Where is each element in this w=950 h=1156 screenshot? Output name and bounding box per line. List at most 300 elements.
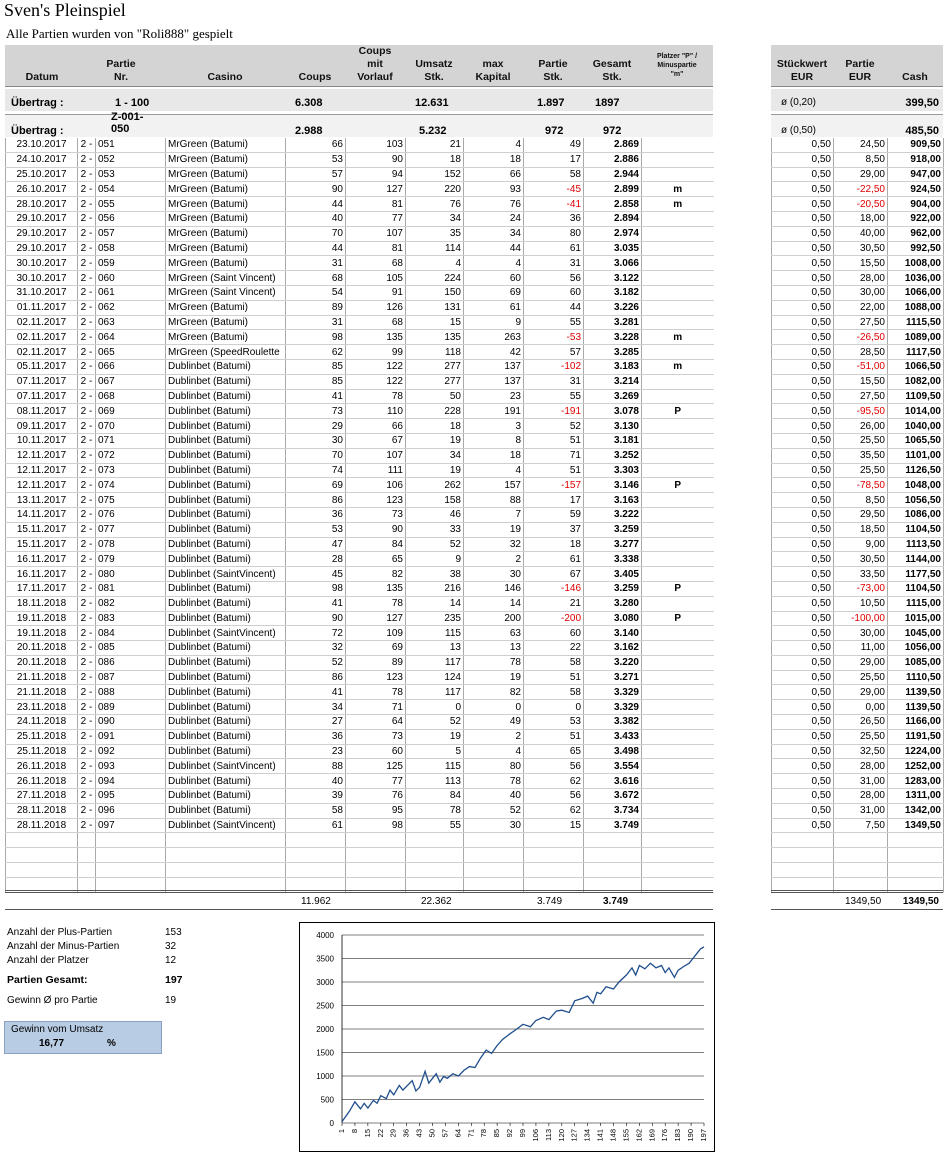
table-cell: 1144,00 <box>888 552 944 567</box>
table-cell: 62 <box>524 803 584 818</box>
table-cell: 083 <box>96 611 166 626</box>
table-cell: 56 <box>524 789 584 804</box>
table-cell: 090 <box>96 715 166 730</box>
table-row <box>6 433 714 448</box>
table-cell: 55 <box>524 315 584 330</box>
table-cell: 062 <box>96 300 166 315</box>
table-row <box>6 700 714 715</box>
table-cell: 72 <box>286 626 346 641</box>
table-cell: 05.11.2017 <box>6 359 78 374</box>
table-cell <box>406 863 464 878</box>
table-cell: 0,50 <box>772 374 834 389</box>
table-cell: 7,50 <box>834 818 888 833</box>
table-cell: 1066,50 <box>888 359 944 374</box>
table-cell: 124 <box>406 670 464 685</box>
table-cell: 25,50 <box>834 670 888 685</box>
table-cell: 146 <box>464 581 524 596</box>
table-cell: 82 <box>346 567 406 582</box>
table-cell: 60 <box>524 285 584 300</box>
table-cell: 78 <box>346 685 406 700</box>
table-cell: 0,50 <box>772 685 834 700</box>
table-cell: 2 - <box>78 641 96 656</box>
table-cell: 4 <box>464 744 524 759</box>
header-stueckwert-eur: EUR <box>790 71 814 83</box>
table-cell: 9 <box>464 315 524 330</box>
table-cell: 84 <box>406 789 464 804</box>
table-cell: 117 <box>406 655 464 670</box>
table-cell: 2 - <box>78 537 96 552</box>
table-cell: 2 - <box>78 803 96 818</box>
table-cell: Dublinbet (SaintVincent) <box>166 626 286 641</box>
table-cell: 063 <box>96 315 166 330</box>
table-cell: 3.259 <box>584 581 642 596</box>
header-max: max <box>482 58 504 70</box>
table-cell: 4 <box>464 256 524 271</box>
table-cell: 1085,00 <box>888 655 944 670</box>
table-cell <box>642 729 714 744</box>
table-row <box>772 463 944 478</box>
table-cell: Dublinbet (Batumi) <box>166 537 286 552</box>
table-cell: 88 <box>464 493 524 508</box>
table-cell: 30 <box>464 818 524 833</box>
table-cell: 127 <box>346 611 406 626</box>
table-cell: 41 <box>286 389 346 404</box>
table-cell: 4 <box>464 463 524 478</box>
table-cell: 27.11.2018 <box>6 789 78 804</box>
table-cell: 2 - <box>78 818 96 833</box>
table-cell: m <box>642 359 714 374</box>
table-cell <box>642 241 714 256</box>
table-row <box>772 478 944 493</box>
table-cell: 1349,50 <box>888 818 944 833</box>
table-cell: Dublinbet (Batumi) <box>166 670 286 685</box>
x-tick-label: 148 <box>608 1129 618 1142</box>
table-cell: 3.433 <box>584 729 642 744</box>
table-cell: 44 <box>286 241 346 256</box>
table-cell: 90 <box>286 182 346 197</box>
table-cell: 1110,50 <box>888 670 944 685</box>
table-cell: 56 <box>524 759 584 774</box>
table-cell <box>166 863 286 878</box>
gewinn-umsatz-unit: % <box>107 1038 116 1049</box>
total-partie: 3.749 <box>537 896 563 907</box>
table-cell: 127 <box>346 182 406 197</box>
table-cell: 123 <box>346 493 406 508</box>
table-cell: 17.11.2017 <box>6 581 78 596</box>
table-cell: 118 <box>406 345 464 360</box>
uebertrag-row-2-right <box>771 114 943 137</box>
stat-plus-value: 153 <box>165 927 182 938</box>
table-cell: 2 - <box>78 729 96 744</box>
table-cell: 2 - <box>78 197 96 212</box>
table-cell: 61 <box>524 552 584 567</box>
table-cell: 096 <box>96 803 166 818</box>
x-tick-label: 15 <box>362 1129 372 1138</box>
table-cell: 091 <box>96 729 166 744</box>
table-cell <box>642 759 714 774</box>
games-table <box>5 138 714 893</box>
table-cell: 12.11.2017 <box>6 478 78 493</box>
table-cell: 150 <box>406 285 464 300</box>
table-cell <box>78 848 96 863</box>
table-cell: -157 <box>524 478 584 493</box>
table-cell: 191 <box>464 404 524 419</box>
y-tick-label: 4000 <box>316 931 334 940</box>
table-cell: 2 - <box>78 345 96 360</box>
table-row <box>772 330 944 345</box>
table-cell: 158 <box>406 493 464 508</box>
table-cell: -100,00 <box>834 611 888 626</box>
table-cell: 32 <box>464 537 524 552</box>
table-cell: MrGreen (Batumi) <box>166 138 286 152</box>
table-cell: 082 <box>96 596 166 611</box>
y-tick-label: 500 <box>320 1095 334 1105</box>
table-cell: 3.382 <box>584 715 642 730</box>
table-cell: 21.11.2018 <box>6 685 78 700</box>
uebertrag-cash: 485,50 <box>905 125 939 137</box>
table-cell: 111 <box>346 463 406 478</box>
table-cell: 19 <box>406 463 464 478</box>
table-cell: 0,50 <box>772 182 834 197</box>
table-cell: 53 <box>286 522 346 537</box>
table-cell <box>642 271 714 286</box>
table-row <box>6 611 714 626</box>
table-cell <box>888 863 944 878</box>
table-cell: 2 - <box>78 389 96 404</box>
table-cell: 85 <box>286 359 346 374</box>
table-cell <box>642 670 714 685</box>
table-cell: Dublinbet (Batumi) <box>166 581 286 596</box>
table-cell: 0,50 <box>772 552 834 567</box>
table-cell: 0,50 <box>772 611 834 626</box>
table-cell: 98 <box>286 581 346 596</box>
table-cell: 117 <box>406 685 464 700</box>
table-cell: 0,50 <box>772 478 834 493</box>
chart-svg <box>300 923 714 1151</box>
table-cell <box>642 774 714 789</box>
table-cell: 058 <box>96 241 166 256</box>
table-cell: Dublinbet (Batumi) <box>166 493 286 508</box>
table-cell: 2.894 <box>584 211 642 226</box>
table-cell: -53 <box>524 330 584 345</box>
table-cell: 076 <box>96 507 166 522</box>
table-cell: 2 - <box>78 138 96 152</box>
cash-table <box>771 138 944 893</box>
table-cell <box>642 389 714 404</box>
table-cell: 2 - <box>78 715 96 730</box>
table-cell: 3 <box>464 419 524 434</box>
table-row <box>772 567 944 582</box>
table-cell <box>6 848 78 863</box>
table-cell: 2 - <box>78 211 96 226</box>
table-cell: 60 <box>464 271 524 286</box>
table-cell <box>888 848 944 863</box>
table-cell: 135 <box>406 330 464 345</box>
table-cell: 3.277 <box>584 537 642 552</box>
table-cell: 0,50 <box>772 507 834 522</box>
table-cell: 64 <box>346 715 406 730</box>
table-row <box>6 507 714 522</box>
table-cell: 98 <box>286 330 346 345</box>
table-cell: P <box>642 581 714 596</box>
table-cell: 14 <box>406 596 464 611</box>
table-cell: MrGreen (Batumi) <box>166 256 286 271</box>
table-cell: 93 <box>464 182 524 197</box>
table-cell: Dublinbet (Batumi) <box>166 774 286 789</box>
table-cell: 67 <box>346 433 406 448</box>
table-cell: Dublinbet (Batumi) <box>166 611 286 626</box>
x-tick-label: 197 <box>699 1129 708 1142</box>
header-casino: Casino <box>207 71 243 83</box>
table-cell: 54 <box>286 285 346 300</box>
table-cell: 3.162 <box>584 641 642 656</box>
x-tick-label: 190 <box>686 1129 696 1142</box>
x-tick-label: 127 <box>569 1129 579 1142</box>
gewinn-umsatz-box <box>4 1021 162 1054</box>
table-cell: 2 - <box>78 463 96 478</box>
table-cell <box>642 818 714 833</box>
header-gesamt: Gesamt <box>592 58 632 70</box>
table-cell: 51 <box>524 670 584 685</box>
table-row <box>772 138 944 152</box>
table-row <box>772 611 944 626</box>
x-tick-label: 36 <box>401 1129 411 1138</box>
table-cell: 2 - <box>78 359 96 374</box>
table-cell: 0,50 <box>772 626 834 641</box>
table-row <box>772 789 944 804</box>
table-cell: 58 <box>524 685 584 700</box>
table-row <box>772 729 944 744</box>
uebertrag-partie: 1.897 <box>537 97 565 109</box>
table-cell: 2 - <box>78 655 96 670</box>
table-cell: 51 <box>524 729 584 744</box>
table-cell: 3.066 <box>584 256 642 271</box>
table-cell: 097 <box>96 818 166 833</box>
table-cell <box>464 833 524 848</box>
table-cell: 28.10.2017 <box>6 197 78 212</box>
table-cell: Dublinbet (Batumi) <box>166 448 286 463</box>
table-cell: -191 <box>524 404 584 419</box>
table-cell: 066 <box>96 359 166 374</box>
table-cell <box>642 345 714 360</box>
table-cell: 0 <box>464 700 524 715</box>
table-row <box>772 522 944 537</box>
table-cell: 24 <box>464 211 524 226</box>
table-cell: 33,50 <box>834 567 888 582</box>
table-cell: 15 <box>524 818 584 833</box>
table-cell: 30 <box>286 433 346 448</box>
table-cell: 094 <box>96 774 166 789</box>
table-cell: 113 <box>406 774 464 789</box>
table-cell: 28.11.2018 <box>6 803 78 818</box>
x-tick-label: 113 <box>543 1129 553 1141</box>
x-tick-label: 169 <box>647 1129 657 1142</box>
table-cell: 054 <box>96 182 166 197</box>
table-cell <box>524 833 584 848</box>
stat-gesamt-value: 197 <box>165 974 183 986</box>
table-cell: 3.220 <box>584 655 642 670</box>
table-cell: 82 <box>464 685 524 700</box>
table-cell <box>346 833 406 848</box>
table-cell: 55 <box>524 389 584 404</box>
header-partie-stk-2: Stk. <box>543 71 563 83</box>
table-cell: 78 <box>464 774 524 789</box>
table-cell: 61 <box>464 300 524 315</box>
table-cell <box>6 833 78 848</box>
table-cell: 053 <box>96 167 166 182</box>
header-kapital: Kapital <box>475 71 511 83</box>
table-cell <box>834 848 888 863</box>
table-cell: 59 <box>524 507 584 522</box>
table-row <box>772 626 944 641</box>
header-nr: Nr. <box>113 71 128 83</box>
table-row <box>6 818 714 833</box>
table-cell: 52 <box>464 803 524 818</box>
table-cell: 0,50 <box>772 493 834 508</box>
total-gesamt: 3.749 <box>603 896 629 907</box>
table-cell: 947,00 <box>888 167 944 182</box>
table-cell: 26,00 <box>834 419 888 434</box>
table-cell: 18 <box>406 419 464 434</box>
table-header-right <box>771 45 943 87</box>
table-cell: 69 <box>346 641 406 656</box>
table-cell: 89 <box>286 300 346 315</box>
table-cell: 19 <box>406 729 464 744</box>
table-row <box>6 359 714 374</box>
table-cell: 0,50 <box>772 774 834 789</box>
table-row <box>6 833 714 848</box>
table-cell: 0,50 <box>772 670 834 685</box>
table-cell: 0,50 <box>772 256 834 271</box>
table-cell: 73 <box>346 729 406 744</box>
table-cell: 1115,50 <box>888 315 944 330</box>
table-cell <box>642 552 714 567</box>
uebertrag-avg: ø (0,50) <box>781 125 817 136</box>
table-cell: -78,50 <box>834 478 888 493</box>
table-cell: 1342,00 <box>888 803 944 818</box>
table-cell: -146 <box>524 581 584 596</box>
table-cell: 52 <box>406 537 464 552</box>
table-row <box>772 419 944 434</box>
table-cell: 1082,00 <box>888 374 944 389</box>
table-cell: 17 <box>524 493 584 508</box>
table-row <box>6 552 714 567</box>
table-cell: 78 <box>346 389 406 404</box>
table-cell: 2 <box>464 729 524 744</box>
table-cell: P <box>642 478 714 493</box>
table-cell: MrGreen (Batumi) <box>166 300 286 315</box>
table-cell <box>642 463 714 478</box>
table-cell: 30 <box>464 567 524 582</box>
x-tick-label: 176 <box>660 1129 670 1142</box>
table-cell: 86 <box>286 670 346 685</box>
table-row <box>772 241 944 256</box>
table-row <box>6 389 714 404</box>
table-cell: 0,50 <box>772 803 834 818</box>
table-cell: 01.11.2017 <box>6 300 78 315</box>
table-cell: Dublinbet (SaintVincent) <box>166 818 286 833</box>
table-cell: 0,50 <box>772 448 834 463</box>
table-cell: 105 <box>346 271 406 286</box>
table-cell: 1139,50 <box>888 685 944 700</box>
table-cell: 2.886 <box>584 152 642 167</box>
table-cell: 26.11.2018 <box>6 774 78 789</box>
stat-gesamt-label: Partien Gesamt: <box>7 974 88 986</box>
table-cell: 77 <box>346 211 406 226</box>
table-cell: 2 - <box>78 374 96 389</box>
table-cell: 15,50 <box>834 374 888 389</box>
table-cell: 08.11.2017 <box>6 404 78 419</box>
table-cell: 3.214 <box>584 374 642 389</box>
table-cell: 09.11.2017 <box>6 419 78 434</box>
table-cell: 99 <box>346 345 406 360</box>
table-cell: 28,00 <box>834 759 888 774</box>
x-tick-label: 29 <box>388 1129 398 1138</box>
table-cell <box>642 226 714 241</box>
page-subtitle: Alle Partien wurden von "Roli888" gespielt <box>6 26 233 41</box>
table-cell: 19 <box>464 670 524 685</box>
table-cell: 81 <box>346 197 406 212</box>
table-cell: 66 <box>346 419 406 434</box>
table-cell <box>642 493 714 508</box>
table-cell: 3.182 <box>584 285 642 300</box>
table-cell: 157 <box>464 478 524 493</box>
table-cell: 49 <box>464 715 524 730</box>
table-cell: 3.226 <box>584 300 642 315</box>
table-cell: MrGreen (Batumi) <box>166 330 286 345</box>
table-cell: 55 <box>406 818 464 833</box>
table-cell: 051 <box>96 138 166 152</box>
table-cell: 1088,00 <box>888 300 944 315</box>
table-cell: 3.078 <box>584 404 642 419</box>
table-cell: 0,50 <box>772 522 834 537</box>
table-cell <box>642 419 714 434</box>
table-cell: 1115,00 <box>888 596 944 611</box>
table-cell: 0,50 <box>772 655 834 670</box>
table-cell: 19.11.2018 <box>6 626 78 641</box>
table-cell: 2 - <box>78 596 96 611</box>
table-cell: 0,50 <box>772 581 834 596</box>
table-cell <box>524 863 584 878</box>
table-cell: 34 <box>464 226 524 241</box>
table-cell: 3.285 <box>584 345 642 360</box>
table-row <box>6 374 714 389</box>
table-row <box>772 685 944 700</box>
table-cell: Dublinbet (Batumi) <box>166 433 286 448</box>
table-cell: 23 <box>286 744 346 759</box>
table-cell: 66 <box>464 167 524 182</box>
table-cell: 0,50 <box>772 567 834 582</box>
table-cell: 86 <box>286 493 346 508</box>
table-cell: 262 <box>406 478 464 493</box>
table-row <box>772 537 944 552</box>
table-cell <box>642 655 714 670</box>
table-cell: 71 <box>524 448 584 463</box>
table-cell: 45 <box>286 567 346 582</box>
table-cell: 0,50 <box>772 404 834 419</box>
table-cell: 074 <box>96 478 166 493</box>
table-cell: 0,50 <box>772 197 834 212</box>
table-cell: 2.974 <box>584 226 642 241</box>
table-cell: 2 - <box>78 759 96 774</box>
table-cell: 152 <box>406 167 464 182</box>
table-cell <box>642 315 714 330</box>
table-cell: 0,50 <box>772 241 834 256</box>
table-cell: 21 <box>524 596 584 611</box>
y-tick-label: 2000 <box>316 1025 334 1034</box>
table-cell <box>642 537 714 552</box>
table-cell: 0,50 <box>772 715 834 730</box>
